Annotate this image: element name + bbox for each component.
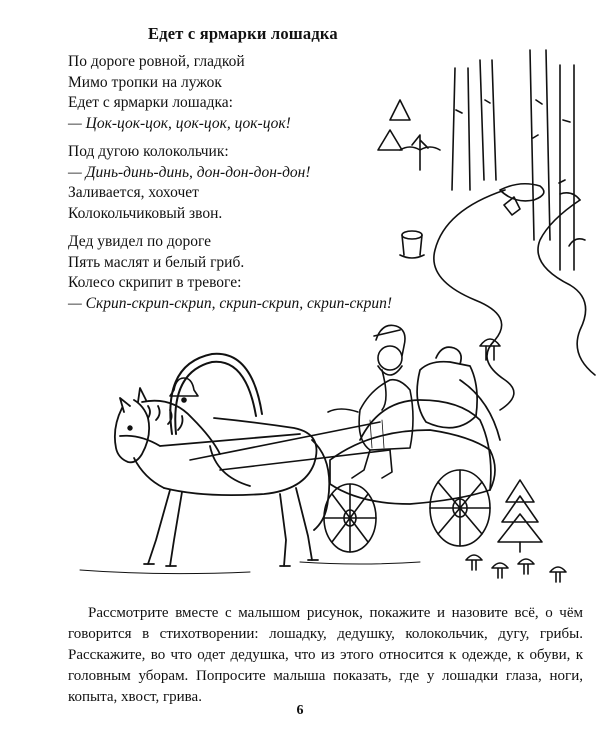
poem-line: Колесо скрипит в тревоге: — [68, 274, 242, 291]
poem-title: Едет с ярмарки лошадка — [148, 24, 338, 43]
poem-line-refrain: — Динь-динь-динь, дон-дон-дон-дон! — [68, 163, 311, 181]
horse — [115, 388, 329, 566]
poem-line: По дороге ровной, гладкой — [68, 53, 245, 70]
forest-trees — [378, 50, 585, 270]
poem-line: Под дугою колокольчик: — [68, 143, 229, 160]
poem-line: Мимо тропки на лужок — [68, 73, 222, 91]
cart-wheel-rear — [430, 470, 490, 546]
stump — [400, 197, 520, 258]
mushroom-path — [480, 339, 500, 360]
horse-cart-illustration — [60, 40, 600, 600]
mushrooms — [466, 555, 566, 582]
poem-line-refrain: — Скрип-скрип-скрип, скрип-скрип, скрип-скрип! — [68, 294, 393, 312]
instructions-paragraph: Рассмотрите вместе с малышом рисунок, покажите и назовите всё, о чём говорится в стихотворении: лошадку, дедушку, колокольчик, дугу, грибы. Расскажите, во что одет дедушка, что из этого относится к одежде, к обуви, к головным уборам. Попросите малыша показать, где у лошадки глаза, ноги, копыта, хвост, грива. — [68, 605, 583, 705]
poem-line: Дед увидел по дороге — [68, 233, 212, 250]
fir-tree — [498, 480, 542, 552]
cart-wheel-front — [324, 484, 376, 552]
poem-line: Колокольчиковый звон. — [68, 204, 223, 222]
poem-line-refrain: — Цок-цок-цок, цок-цок, цок-цок! — [68, 114, 291, 132]
cart — [330, 347, 500, 504]
forest-path — [434, 190, 595, 410]
instructions-text — [68, 603, 583, 708]
page-number: 6 — [296, 703, 304, 718]
ground — [80, 562, 420, 574]
poem-line: Пять маслят и белый гриб. — [68, 253, 245, 271]
poem-line: Едет с ярмарки лошадка: — [68, 94, 233, 111]
poem-line: Заливается, хохочет — [68, 184, 199, 201]
